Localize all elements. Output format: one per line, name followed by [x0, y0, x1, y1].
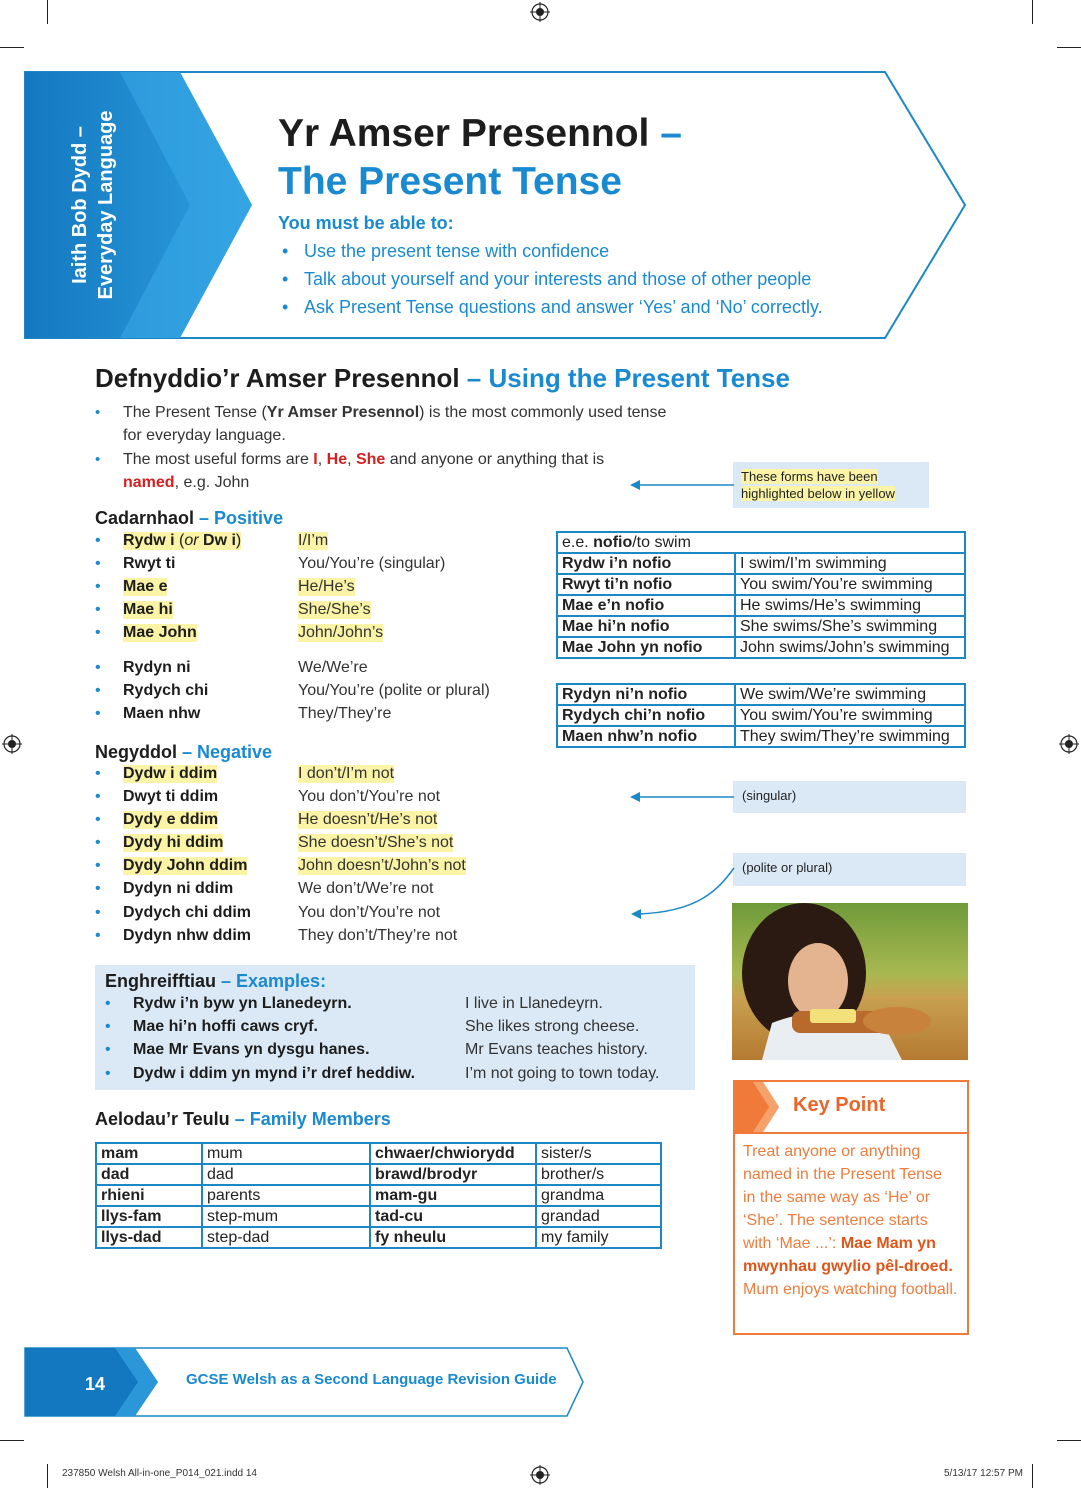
table-row — [557, 705, 965, 726]
print-timestamp: 5/13/17 12:57 PM — [944, 1468, 1023, 1479]
intro-paragraph-1: The Present Tense (Yr Amser Presennol) is the most commonly used tense for everyday language. — [123, 404, 667, 444]
table-cell: They swim/They’re swimming — [735, 726, 965, 747]
registration-mark-bottom — [530, 1465, 550, 1485]
bullet: • — [95, 451, 101, 468]
positive-row: • Mae John John/John’s — [95, 624, 384, 641]
table-cell: We swim/We’re swimming — [735, 684, 965, 705]
family-heading: Aelodau’r Teulu – Family Members — [95, 1109, 391, 1129]
table-cell: Mae e’n nofio — [557, 595, 735, 616]
side-label-welsh: Iaith Bob Dydd – — [69, 126, 91, 284]
nofio-table — [556, 531, 966, 659]
registration-mark-right — [1059, 734, 1079, 754]
section-heading: Defnyddio’r Amser Presennol – Using the Present Tense — [95, 363, 790, 393]
table-row — [557, 684, 965, 705]
table-cell: You swim/You’re swimming — [735, 705, 965, 726]
intro-paragraph-2: The most useful forms are I, He, She and anyone or anything that is named, e.g. John — [123, 451, 605, 491]
print-slug: 237850 Welsh All-in-one_P014_021.indd 14 — [62, 1468, 257, 1479]
key-point-body: Treat anyone or anything named in the Present Tense in the same way as ‘He’ or ‘She’. The sentence starts with ‘Mae ...’: Mae Mam yn mwynhau gwylio pêl-droed. Mum enjoys watching football. — [743, 1143, 958, 1298]
family-table — [95, 1142, 662, 1249]
page-title-welsh: Yr Amser Presennol – — [278, 112, 682, 155]
objective-item: • Use the present tense with confidence — [282, 241, 610, 261]
table-cell: Maen nhw’n nofio — [557, 726, 735, 747]
table-row — [557, 595, 965, 616]
table-row — [96, 1164, 661, 1185]
key-point-title: Key Point — [793, 1094, 886, 1116]
table-row — [96, 1227, 661, 1248]
table-cell: e.e. nofio/to swim — [557, 532, 965, 553]
note-polite-plural: (polite or plural) — [733, 853, 966, 886]
table-cell: grandma — [536, 1185, 661, 1206]
table-cell: step-dad — [202, 1227, 370, 1248]
objective-item: • Talk about yourself and your interests and those of other people — [282, 269, 812, 289]
divider — [735, 1132, 967, 1134]
positive-row: • Rwyt ti You/You’re (singular) — [95, 555, 446, 572]
negative-row: • Dydy John ddim John doesn’t/John’s not — [95, 857, 466, 874]
curved-arrow-icon — [628, 864, 738, 920]
crop-mark — [47, 1464, 48, 1488]
table-cell: She swims/She’s swimming — [735, 616, 965, 637]
table-cell: Rwyt ti’n nofio — [557, 574, 735, 595]
table-cell: He swims/He’s swimming — [735, 595, 965, 616]
negative-row: • Dydych chi ddim You don’t/You’re not — [95, 904, 441, 921]
table-row — [96, 1143, 661, 1164]
must-heading: You must be able to: — [278, 213, 454, 233]
crop-mark — [0, 1440, 24, 1441]
negative-row: • Dwyt ti ddim You don’t/You’re not — [95, 788, 441, 805]
table-cell: mam-gu — [370, 1185, 536, 1206]
table-cell: dad — [202, 1164, 370, 1185]
table-cell: mam — [96, 1143, 202, 1164]
table-cell: step-mum — [202, 1206, 370, 1227]
negative-row: • Dydy hi ddim She doesn’t/She’s not — [95, 834, 454, 851]
table-cell: brother/s — [536, 1164, 661, 1185]
table-cell: Mae hi’n nofio — [557, 616, 735, 637]
table-row — [557, 726, 965, 747]
table-row — [557, 616, 965, 637]
arrow-icon — [628, 478, 738, 492]
examples-heading: Enghreifftiau – Examples: — [105, 971, 327, 991]
key-point-box — [733, 1080, 969, 1335]
note-singular: (singular) — [733, 781, 966, 813]
table-row — [96, 1185, 661, 1206]
key-point-arrow-icon — [735, 1082, 783, 1132]
table-cell: parents — [202, 1185, 370, 1206]
positive-row: • Mae e He/He’s — [95, 578, 355, 595]
side-label-english: Everyday Language — [95, 110, 117, 300]
objective-item: • Ask Present Tense questions and answer ‘Yes’ and ‘No’ correctly. — [282, 297, 823, 317]
table-cell: llys-fam — [96, 1206, 202, 1227]
negative-row: • Dydy e ddim He doesn’t/He’s not — [95, 811, 438, 828]
positive-row: • Rydw i (or Dw i) I/I’m — [95, 532, 329, 549]
table-cell: grandad — [536, 1206, 661, 1227]
negative-row: • Dydyn nhw ddim They don’t/They’re not — [95, 927, 458, 944]
positive-heading: Cadarnhaol – Positive — [95, 508, 284, 528]
registration-mark-left — [2, 734, 22, 754]
table-cell: sister/s — [536, 1143, 661, 1164]
negative-heading: Negyddol – Negative — [95, 742, 273, 762]
table-cell: rhieni — [96, 1185, 202, 1206]
table-row — [557, 553, 965, 574]
table-cell: my family — [536, 1227, 661, 1248]
table-cell: fy nheulu — [370, 1227, 536, 1248]
arrow-icon — [628, 790, 738, 804]
negative-row: • Dydyn ni ddim We don’t/We’re not — [95, 880, 434, 897]
side-label — [28, 70, 158, 340]
positive-row: • Mae hi She/She’s — [95, 601, 371, 618]
table-cell: John swims/John’s swimming — [735, 637, 965, 658]
table-cell: mum — [202, 1143, 370, 1164]
positive-row: • Rydych chi You/You’re (polite or plural) — [95, 682, 490, 699]
table-cell: brawd/brodyr — [370, 1164, 536, 1185]
table-cell: Rydych chi’n nofio — [557, 705, 735, 726]
crop-mark — [1032, 1464, 1033, 1488]
table-row — [557, 574, 965, 595]
table-cell: Rydw i’n nofio — [557, 553, 735, 574]
table-cell: I swim/I’m swimming — [735, 553, 965, 574]
positive-row: • Rydyn ni We/We’re — [95, 659, 368, 676]
negative-row: • Dydw i ddim I don’t/I’m not — [95, 765, 395, 782]
table-cell: dad — [96, 1164, 202, 1185]
table-cell: Mae John yn nofio — [557, 637, 735, 658]
table-cell: Rydyn ni’n nofio — [557, 684, 735, 705]
positive-row: • Maen nhw They/They’re — [95, 705, 392, 722]
table-cell: You swim/You’re swimming — [735, 574, 965, 595]
highlight-note: These forms have been highlighted below in yellow — [733, 462, 929, 508]
table-cell: tad-cu — [370, 1206, 536, 1227]
crop-mark — [1057, 1440, 1081, 1441]
bullet: • — [95, 404, 101, 421]
woman-smelling-bread-photo — [732, 903, 968, 1060]
page-title-english: The Present Tense — [278, 160, 622, 203]
table-cell: llys-dad — [96, 1227, 202, 1248]
footer-title: GCSE Welsh as a Second Language Revision Guide — [186, 1371, 557, 1388]
table-row — [557, 532, 965, 553]
nofio-table-plural — [556, 683, 966, 748]
page-number: 14 — [85, 1374, 106, 1394]
table-row — [96, 1206, 661, 1227]
table-cell: chwaer/chwiorydd — [370, 1143, 536, 1164]
table-row — [557, 637, 965, 658]
